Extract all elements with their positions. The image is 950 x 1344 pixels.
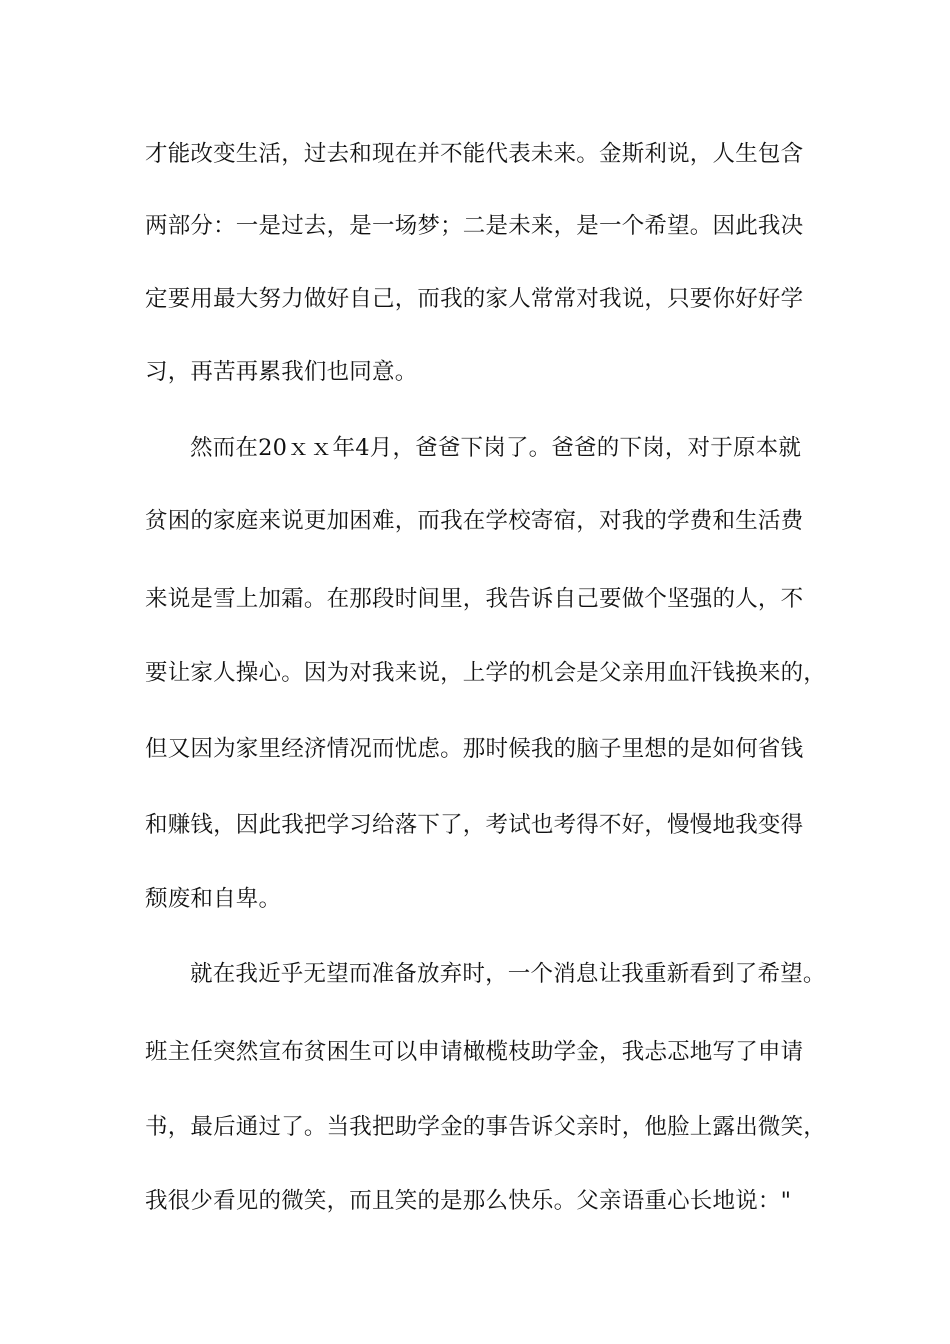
text-line: 来说是雪上加霜。在那段时间里，我告诉自己要做个坚强的人，不 bbox=[145, 586, 804, 612]
text-line: 我很少看见的微笑，而且笑的是那么快乐。父亲语重心长地说：" bbox=[145, 1188, 792, 1214]
text-line: 两部分：一是过去，是一场梦；二是未来，是一个希望。因此我决 bbox=[145, 213, 804, 239]
text-line: 要让家人操心。因为对我来说，上学的机会是父亲用血汗钱换来的， bbox=[145, 660, 827, 686]
text-line: 班主任突然宣布贫困生可以申请橄榄枝助学金，我忐忑地写了申请 bbox=[145, 1039, 804, 1065]
text-line: 书，最后通过了。当我把助学金的事告诉父亲时，他脸上露出微笑， bbox=[145, 1114, 827, 1140]
text-line: 贫困的家庭来说更加困难，而我在学校寄宿，对我的学费和生活费 bbox=[145, 508, 804, 534]
text-line: 定要用最大努力做好自己，而我的家人常常对我说，只要你好好学 bbox=[145, 286, 804, 312]
text-line: 才能改变生活，过去和现在并不能代表未来。金斯利说，人生包含 bbox=[145, 141, 804, 167]
text-line: 和赚钱，因此我把学习给落下了，考试也考得不好，慢慢地我变得 bbox=[145, 812, 804, 838]
text-line: 习，再苦再累我们也同意。 bbox=[145, 359, 418, 385]
paragraph-first-line: 就在我近乎无望而准备放弃时，一个消息让我重新看到了希望。 bbox=[190, 961, 826, 987]
text-line: 颓废和自卑。 bbox=[145, 886, 282, 912]
text-line: 但又因为家里经济情况而忧虑。那时候我的脑子里想的是如何省钱 bbox=[145, 736, 804, 762]
paragraph-first-line: 然而在20ｘｘ年4月，爸爸下岗了。爸爸的下岗，对于原本就 bbox=[190, 435, 802, 461]
